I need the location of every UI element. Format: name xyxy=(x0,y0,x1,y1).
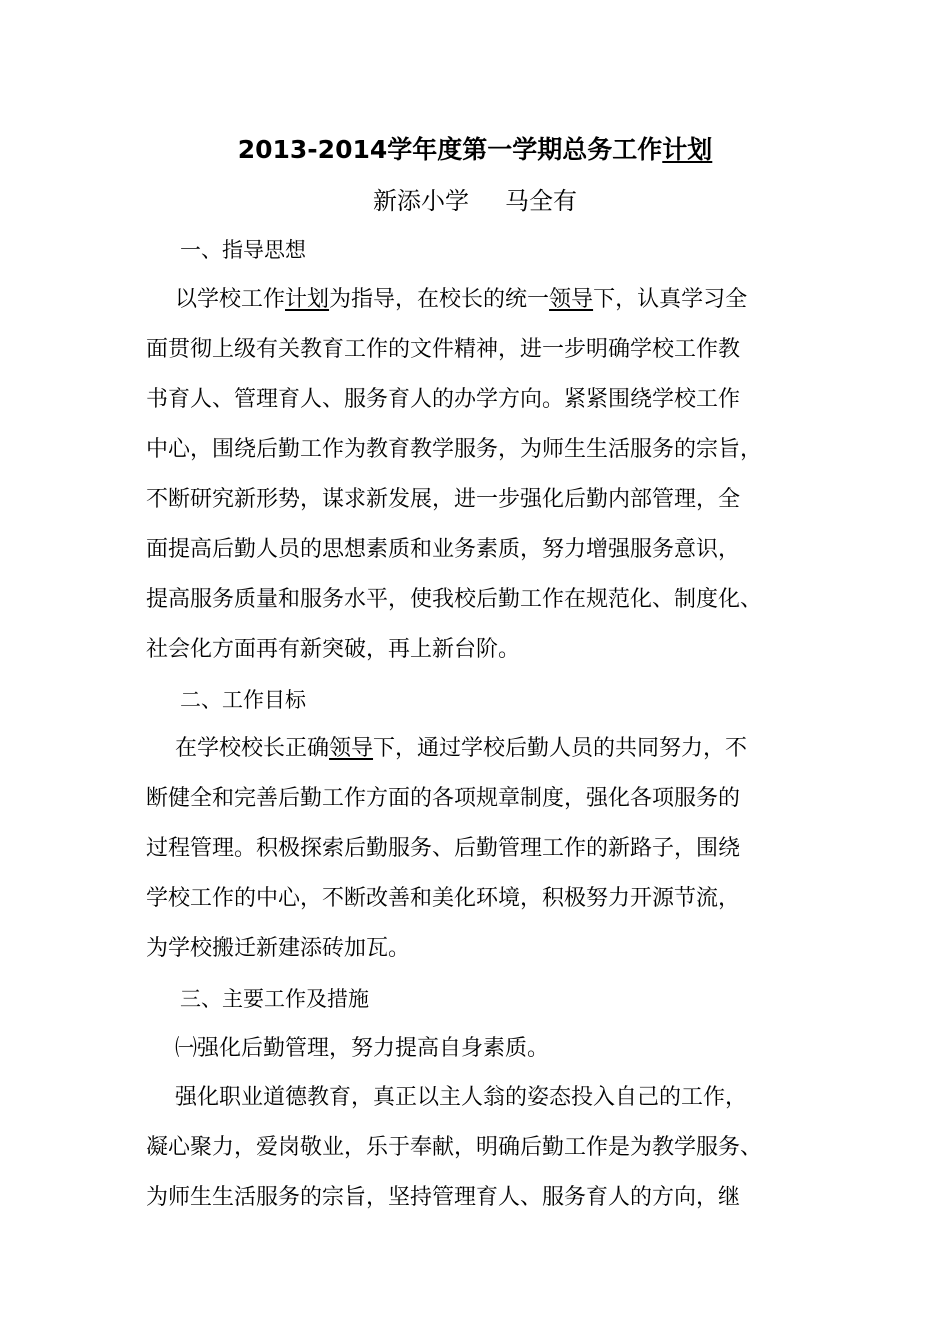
text-span: 下，通过学校后勤人员的共同努力，不 xyxy=(373,736,748,761)
paragraph-line: 为学校搬迁新建添砖加瓦。 xyxy=(146,936,411,961)
paragraph-line: 为师生生活服务的宗旨，坚持管理育人、服务育人的方向，继 xyxy=(146,1185,741,1210)
paragraph-line: 凝心聚力，爱岗敬业，乐于奉献，明确后勤工作是为教学服务、 xyxy=(146,1135,763,1160)
author-name: 马全有 xyxy=(505,187,577,215)
paragraph-line: 中心，围绕后勤工作为教育教学服务，为师生生活服务的宗旨， xyxy=(146,437,763,462)
underlined-term: 领导 xyxy=(549,287,594,312)
paragraph-line: 书育人、管理育人、服务育人的办学方向。紧紧围绕学校工作 xyxy=(146,387,741,412)
paragraph-line: 提高服务质量和服务水平，使我校后勤工作在规范化、制度化、 xyxy=(146,587,763,612)
paragraph-line: 面提高后勤人员的思想素质和业务素质，努力增强服务意识， xyxy=(146,537,741,562)
document-title xyxy=(0,132,950,168)
paragraph-line: 不断研究新形势，谋求新发展，进一步强化后勤内部管理，全 xyxy=(146,487,741,512)
subsection-heading: ㈠强化后勤管理，努力提高自身素质。 xyxy=(175,1036,550,1061)
text-span: 下，认真学习全 xyxy=(593,287,748,312)
paragraph-line xyxy=(175,284,747,316)
title-underlined-text: 计划 xyxy=(662,135,713,164)
paragraph-line: 社会化方面再有新突破，再上新台阶。 xyxy=(146,637,521,662)
school-name: 新添小学 xyxy=(373,187,469,215)
section-heading: 二、工作目标 xyxy=(180,688,306,712)
paragraph-line: 强化职业道德教育，真正以主人翁的姿态投入自己的工作， xyxy=(175,1085,748,1110)
document-subtitle xyxy=(0,184,950,218)
underlined-term: 计划 xyxy=(285,287,330,312)
underlined-term: 领导 xyxy=(329,736,374,761)
text-span: 为指导，在校长的统一 xyxy=(329,287,550,312)
section-heading: 三、主要工作及措施 xyxy=(180,987,369,1011)
section-heading: 一、指导思想 xyxy=(180,238,306,262)
text-span: 在学校校长正确 xyxy=(175,736,330,761)
text-span: 以学校工作 xyxy=(175,287,286,312)
title-text: 2013-2014学年度第一学期总务工作 xyxy=(237,135,663,164)
paragraph-line xyxy=(175,733,747,765)
paragraph-line: 断健全和完善后勤工作方面的各项规章制度，强化各项服务的 xyxy=(146,786,741,811)
paragraph-line: 过程管理。积极探索后勤服务、后勤管理工作的新路子，围绕 xyxy=(146,836,741,861)
paragraph-line: 学校工作的中心，不断改善和美化环境，积极努力开源节流， xyxy=(146,886,741,911)
paragraph-line: 面贯彻上级有关教育工作的文件精神，进一步明确学校工作教 xyxy=(146,337,741,362)
